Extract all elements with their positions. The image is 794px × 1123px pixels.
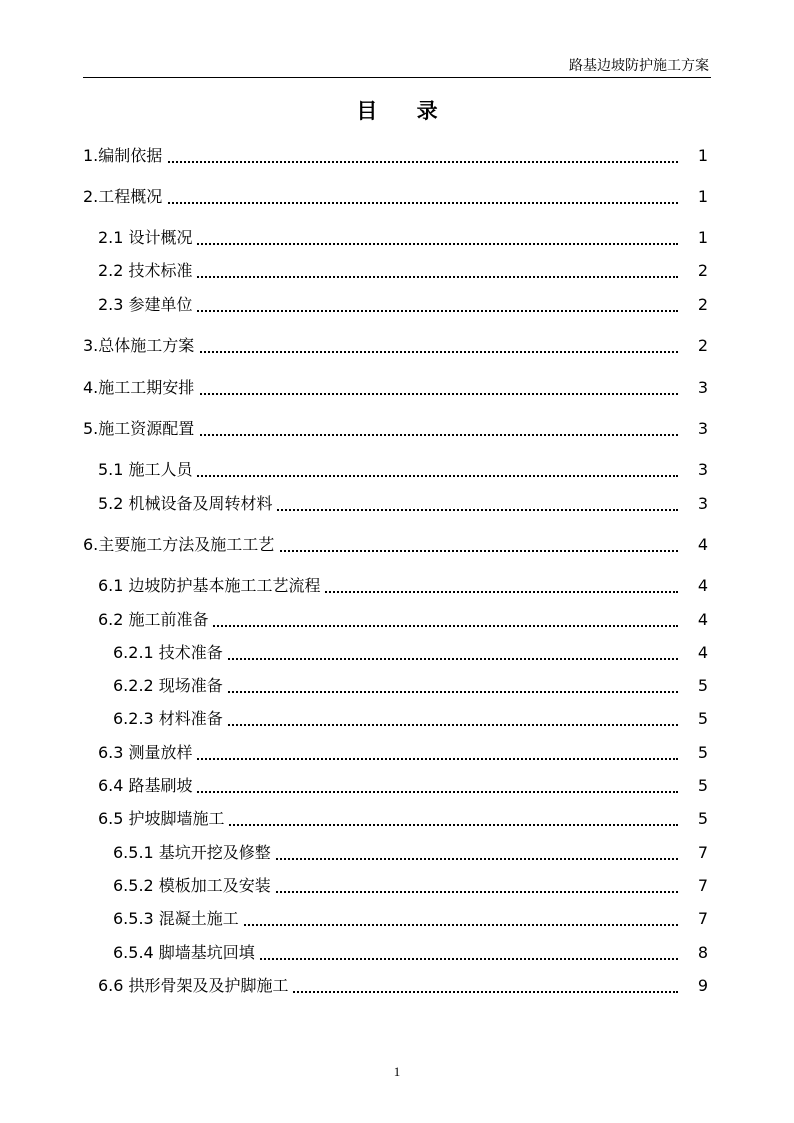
toc-entry[interactable] <box>0 841 794 865</box>
toc-entry-page: 4 <box>697 535 708 554</box>
toc-entry-label: 6.3 测量放样 <box>98 741 197 765</box>
toc-entry-label: 6.主要施工方法及施工工艺 <box>83 533 278 557</box>
toc-entry-page: 2 <box>697 336 708 355</box>
toc-entry[interactable] <box>0 376 794 400</box>
toc-entry-label: 2.3 参建单位 <box>98 293 197 317</box>
toc-entry[interactable] <box>0 492 794 516</box>
toc-entry[interactable] <box>0 941 794 965</box>
toc-entry-page: 3 <box>697 419 708 438</box>
toc-entry-page: 4 <box>697 576 708 595</box>
toc-entry-page: 1 <box>697 146 708 165</box>
toc-entry[interactable] <box>0 874 794 898</box>
toc-entry-label: 2.2 技术标准 <box>98 259 197 283</box>
toc-entry[interactable] <box>0 707 794 731</box>
toc-entry-page: 3 <box>697 460 708 479</box>
toc-entry-label: 6.2 施工前准备 <box>98 608 213 632</box>
toc-entry-label: 6.5.2 模板加工及安装 <box>113 874 275 898</box>
toc-entry-page: 1 <box>697 187 708 206</box>
toc-entry-label: 6.2.3 材料准备 <box>113 707 227 731</box>
toc-entry[interactable] <box>0 641 794 665</box>
toc-entry-page: 7 <box>697 876 708 895</box>
toc-entry-page: 5 <box>697 709 708 728</box>
toc-entry-label: 5.施工资源配置 <box>83 417 198 441</box>
toc-entry-page: 3 <box>697 378 708 397</box>
toc-entry[interactable] <box>0 774 794 798</box>
toc-entry[interactable] <box>0 807 794 831</box>
toc-entry-page: 8 <box>697 943 708 962</box>
toc-entry-label: 5.2 机械设备及周转材料 <box>98 492 277 516</box>
toc-entry-page: 5 <box>697 676 708 695</box>
page-number: 1 <box>393 1064 401 1079</box>
toc-entry-label: 1.编制依据 <box>83 144 166 168</box>
toc-title: 目 录 <box>356 99 454 123</box>
toc-entry-label: 6.2.1 技术准备 <box>113 641 227 665</box>
toc-entry-page: 4 <box>697 643 708 662</box>
toc-entry-page: 5 <box>697 776 708 795</box>
toc-entry[interactable] <box>0 608 794 632</box>
toc-entry[interactable] <box>0 974 794 998</box>
toc-entry[interactable] <box>0 907 794 931</box>
toc-entry-label: 6.5.4 脚墙基坑回填 <box>113 941 259 965</box>
toc-entry-page: 1 <box>697 228 708 247</box>
toc-entry-label: 6.4 路基刷坡 <box>98 774 197 798</box>
toc-entry[interactable] <box>0 458 794 482</box>
toc-leader-dots <box>83 180 678 204</box>
toc-entry-label: 6.5 护坡脚墙施工 <box>98 807 229 831</box>
toc-entry-label: 5.1 施工人员 <box>98 458 197 482</box>
toc-entry[interactable] <box>0 574 794 598</box>
toc-entry-label: 6.2.2 现场准备 <box>113 674 227 698</box>
toc-entry[interactable] <box>0 226 794 250</box>
toc-entry-page: 9 <box>697 976 708 995</box>
toc-entry-page: 7 <box>697 909 708 928</box>
toc-entry[interactable] <box>0 144 794 168</box>
toc-entry-page: 3 <box>697 494 708 513</box>
toc-entry-label: 3.总体施工方案 <box>83 334 198 358</box>
toc-entry-label: 6.5.1 基坑开挖及修整 <box>113 841 275 865</box>
toc-entry[interactable] <box>0 185 794 209</box>
toc-entry-page: 7 <box>697 843 708 862</box>
toc-entry-label: 2.工程概况 <box>83 185 166 209</box>
toc-entry-page: 4 <box>697 610 708 629</box>
toc-entry[interactable] <box>0 741 794 765</box>
toc-entry[interactable] <box>0 674 794 698</box>
running-header-title: 路基边坡防护施工方案 <box>569 58 709 74</box>
toc-entry[interactable] <box>0 259 794 283</box>
toc-entry-label: 6.6 拱形骨架及及护脚施工 <box>98 974 293 998</box>
toc-entry-label: 6.1 边坡防护基本施工工艺流程 <box>98 574 325 598</box>
toc-entry-page: 5 <box>697 809 708 828</box>
toc-entry-page: 5 <box>697 743 708 762</box>
toc-entry-label: 6.5.3 混凝土施工 <box>113 907 243 931</box>
toc-entry[interactable] <box>0 334 794 358</box>
toc-entry-label: 4.施工工期安排 <box>83 376 198 400</box>
toc-entry-label: 2.1 设计概况 <box>98 226 197 250</box>
toc-entry[interactable] <box>0 533 794 557</box>
toc-entry[interactable] <box>0 293 794 317</box>
toc-leader-dots <box>83 139 678 163</box>
toc-entry-page: 2 <box>697 295 708 314</box>
toc-entry-page: 2 <box>697 261 708 280</box>
toc-entry[interactable] <box>0 417 794 441</box>
